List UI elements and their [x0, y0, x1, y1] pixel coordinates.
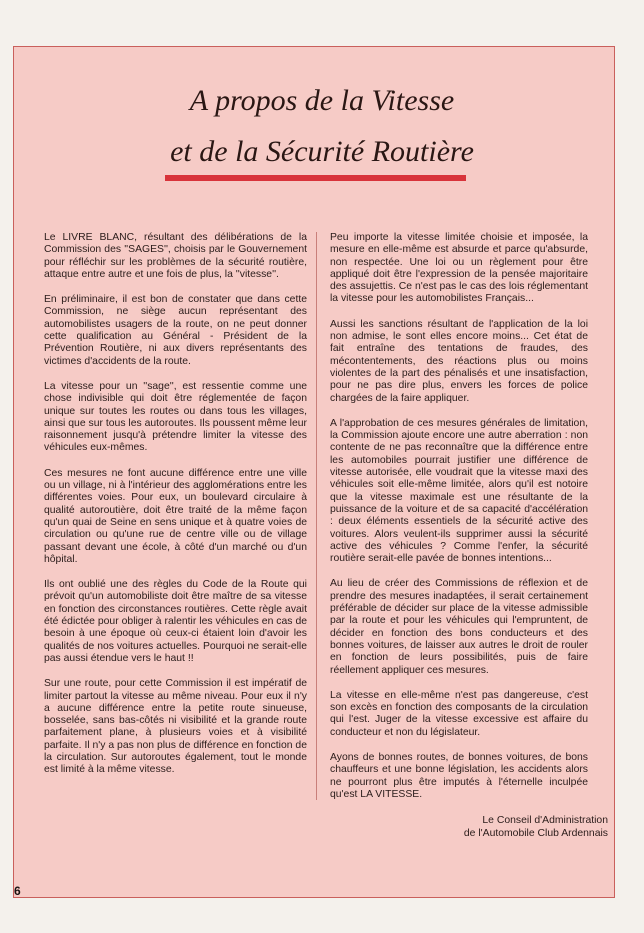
paragraph: La vitesse pour un ''sage'', est ressentie comme une chose indivisible qui doit être réglementée de façon unique sur toutes les routes ou dans tous les villages, ainsi que sur tous les autoroutes. Ils poussent même leur raisonnement jusqu'à prétendre limiter la vitesse des véhicules eux-mêmes.: [44, 380, 307, 454]
right-column: [330, 232, 588, 814]
paragraph: En préliminaire, il est bon de constater que dans cette Commission, ne siège aucun représentant des automobilistes usagers de la route, on ne peut donner cette qualification au Général - Président de la Prévention Routière, ni aux divers représentants des victimes d'accidents de la route.: [44, 294, 307, 367]
paragraph: Aussi les sanctions résultant de l'application de la loi non admise, le sont elles encore moins... Cet état de fait entraîne des tentations de fraudes, des mécontentements, des réactions plus ou moins violentes de la part des pénalisés et une insatisfaction, pour ne pas dire plus, envers les forces de police chargées de la faire appliquer.: [330, 318, 588, 404]
title-line-2: et de la Sécurité Routière: [170, 135, 474, 168]
paragraph: Ayons de bonnes routes, de bonnes voitures, de bons chauffeurs et une bonne législation, les accidents alors ne pourront plus être imputés à l'éternelle inculpée qu'est LA VITESSE.: [330, 751, 588, 800]
signature-line: Le Conseil d'Administration: [482, 815, 608, 826]
column-divider: [316, 232, 317, 800]
paragraph: Peu importe la vitesse limitée choisie et imposée, la mesure en elle-même est absurde et parce qu'absurde, non respectée. Une loi ou un règlement pour être appliqué doit être l'expression de la pensée majoritaire des assujettis. Ce n'est pas le cas des lois réglementant la vitesse pour les automobilistes Français...: [330, 232, 588, 305]
title-line-1: A propos de la Vitesse: [189, 84, 455, 117]
paragraph: Ils ont oublié une des règles du Code de la Route qui prévoit qu'un automobiliste doit être maître de sa vitesse en fonction des circonstances routières. Cette règle avait été édictée pour obliger à ralentir les véhicules en cas de besoin à une époque où ceux-ci étaient loin d'avoir les qualités de nos voitures actuelles. Pourquoi ne serait-elle pas aussi étendue vers le haut !!: [44, 579, 307, 664]
signature-block: [388, 815, 608, 840]
paragraph: Au lieu de créer des Commissions de réflexion et de prendre des mesures inadaptées, il serait certainement préférable de décider sur place de la vitesse admissible par la route et pour les véhicules qui l'empruntent, de décider en fonction des bons conducteurs et des bonnes voitures, de laisser aux autres le droit de rouler en fonction de leurs possibilités, puis de faire réellement appliquer ces mesures.: [330, 578, 588, 676]
left-column: [44, 232, 307, 790]
paragraph: Le LIVRE BLANC, résultant des délibérations de la Commission des ''SAGES'', choisis par le Gouvernement pour réfléchir sur les problèmes de la sécurité routière, attaque entre autre et une fois de plus, la ''vitesse''.: [44, 232, 307, 280]
title-underline-rule: [165, 175, 466, 181]
paragraph: La vitesse en elle-même n'est pas dangereuse, c'est son excès en fonction des composants de la circulation qui l'est. Juger de la vitesse excessive est affaire du conducteur et non du législateur.: [330, 689, 588, 738]
signature-line: de l'Automobile Club Ardennais: [463, 827, 608, 839]
paragraph: Ces mesures ne font aucune différence entre une ville ou un village, ni à l'intérieur des agglomérations entre les différentes voies. Pour eux, un boulevard circulaire à qualité autoroutière, doit être traité de la même façon qu'un quai de Seine en sens unique et à quatre voies de circulation ou qu'une rue de centre ville ou de village passant devant une école, à côté d'un marché ou d'un hôpital.: [44, 467, 307, 565]
paragraph: Sur une route, pour cette Commission il est impératif de limiter partout la vitesse au même niveau. Pour eux il n'y a aucune différence entre la petite route sinueuse, bosselée, sans bas-côtés ni visibilité et la grande route parfaitement plane, à plusieurs voies et à visibilité parfaite. Il n'y a pas non plus de différence en fonction de la circulation. Sur autoroutes également, tout le monde est limité à la même vitesse.: [44, 678, 307, 776]
paragraph: A l'approbation de ces mesures générales de limitation, la Commission ajoute encore une autre aberration : non contente de ne pas reconnaître que la différence entre les automobiles pourrait justifier une différence de vitesse autorisée, elle voudrait que la vitesse maxi des véhicules soit elle-même limitée, alors qu'il est notoire que la vitesse maximale est une résultante de la puissance de la voiture et de sa capacité d'accélération : deux éléments essentiels de la sécurité active des voitures. Alors veulent-ils supprimer aussi la sécurité active des véhicules ? Comme l'enfer, la sécurité routière serait-elle pavée de bonnes intentions...: [330, 417, 588, 565]
page-number: 6: [14, 884, 21, 898]
